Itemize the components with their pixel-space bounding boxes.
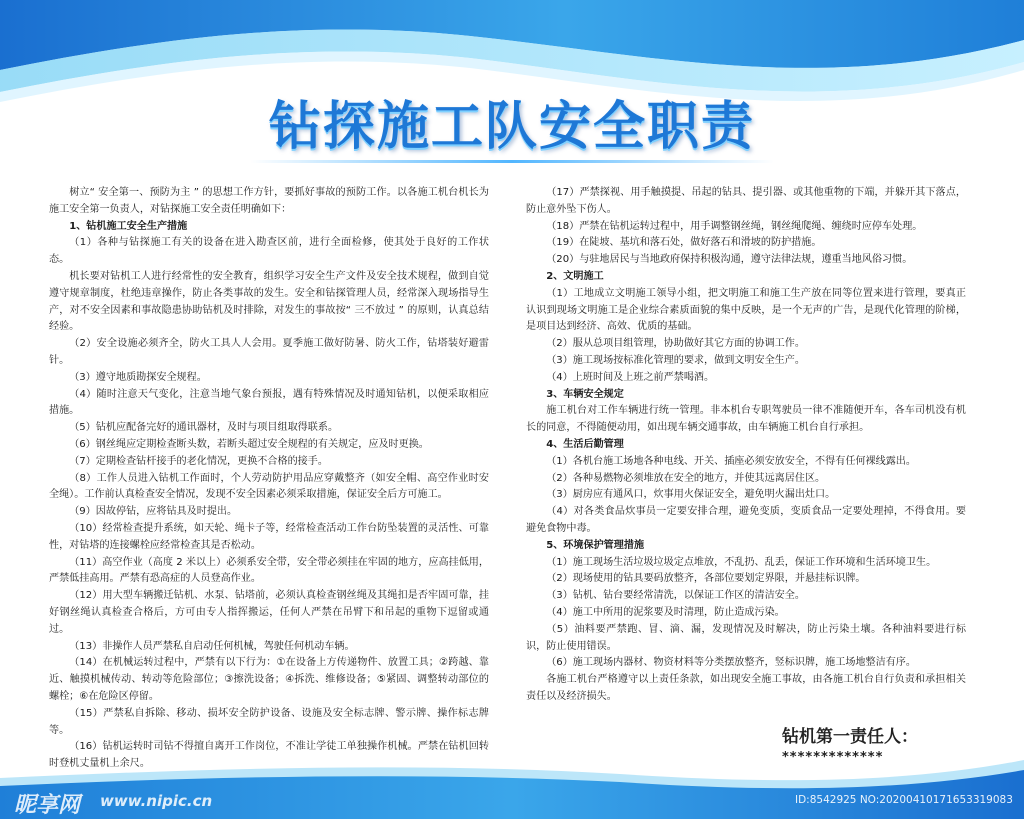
paragraph: （15）严禁私自拆除、移动、损坏安全防护设备、设施及安全标志牌、警示牌、操作标志牌等。 bbox=[49, 707, 489, 736]
paragraph: （16）钻机运转时司钻不得擅自离开工作岗位，不准让学徒工单独操作机械。严禁在钻机回转时登机丈量机上余尺。 bbox=[49, 741, 489, 770]
paragraph: （9）因故停钻，应将钻具及时提出。 bbox=[69, 506, 238, 518]
paragraph: （4）上班时间及上班之前严禁喝酒。 bbox=[546, 371, 715, 383]
signature-stars: ************* bbox=[782, 750, 884, 765]
bottom-wave-decoration bbox=[0, 760, 1024, 819]
paragraph: （4）随时注意天气变化，注意当地气象台预报，遇有特殊情况及时通知钻机，以便采取相应措施。 bbox=[49, 388, 489, 417]
paragraph: （1）施工现场生活垃圾垃圾定点堆放，不乱扔、乱丢，保证工作环境和生活环境卫生。 bbox=[546, 556, 937, 568]
paragraph: 各施工机台严格遵守以上责任条款，如出现安全施工事故，由各施工机台自行负责和承担相关责任以及经济损失。 bbox=[526, 674, 966, 702]
paragraph: （11）高空作业（高度 2 米以上）必须系安全带，安全带必须挂在牢固的地方，应高挂低用，严禁低挂高用。严禁有恐高症的人员登高作业。 bbox=[49, 556, 489, 585]
paragraph: 机长要对钻机工人进行经常性的安全教育，组织学习安全生产文件及安全技术规程，做到自觉遵守规章制度，杜绝违章操作，防止各类事故的发生。安全和钻探管理人员，经常深入现场指导生产，对不安全因素和事故隐患协助钻机及时排除，对发生的事故按“ 三不放过 ” 的原则，认真总结经验。 bbox=[49, 270, 489, 333]
paragraph: （12）用大型车辆搬迁钻机、水泵、钻塔前，必须认真检查钢丝绳及其绳扣是否牢固可靠，挂好钢丝绳认真检查合格后，方可由专人指挥搬运，任何人严禁在吊臂下和吊起的重物下逗留或通过。 bbox=[49, 590, 489, 635]
page-title: 钻探施工队安全职责 bbox=[268, 97, 755, 157]
paragraph: 树立“ 安全第一、预防为主 ” 的思想工作方针，要抓好事故的预防工作。以各施工机台机长为施工安全第一负责人，对钻探施工安全责任明确如下： bbox=[49, 187, 489, 215]
section-heading: 2、文明施工 bbox=[546, 270, 604, 282]
right-column bbox=[526, 185, 966, 706]
paragraph: （1）各种与钻探施工有关的设备在进入勘查区前，进行全面检修，使其处于良好的工作状态。 bbox=[49, 237, 489, 266]
paragraph: （18）严禁在钻机运转过程中，用手调整钢丝绳，钢丝绳爬绳、缠绕时应停车处理。 bbox=[546, 220, 923, 232]
paragraph: （3）遵守地质勘探安全规程。 bbox=[69, 371, 207, 383]
paragraph: （6）施工现场内器材、物资材料等分类摆放整齐，竖标识牌，施工场地整洁有序。 bbox=[546, 657, 916, 669]
section-heading: 3、车辆安全规定 bbox=[546, 388, 624, 400]
section-heading: 1、钻机施工安全生产措施 bbox=[69, 220, 188, 232]
signature-label: 钻机第一责任人： bbox=[782, 727, 918, 747]
watermark-url: www.nipic.cn bbox=[100, 792, 213, 810]
paragraph: （19）在陡坡、基坑和落石处，做好落石和滑坡的防护措施。 bbox=[546, 237, 822, 249]
paragraph: （7）定期检查钻杆接手的老化情况，更换不合格的接手。 bbox=[69, 455, 328, 467]
watermark-id: ID:8542925 NO:20200410171653319083 bbox=[795, 794, 1013, 806]
paragraph: （2）各种易燃物必须堆放在安全的地方，并使其远离居住区。 bbox=[546, 472, 826, 484]
paragraph: （1）工地成立文明施工领导小组，把文明施工和施工生产放在同等位置来进行管理，要真正认识到现场文明施工是企业综合素质面貌的集中反映，是一个无声的广告，是现代化管理的阶梯，是项目达到经济、高效、优质的基础。 bbox=[526, 287, 966, 333]
paragraph: （17）严禁探视、用手触摸提、吊起的钻具、提引器、或其他重物的下端，并躲开其下落点，防止意外坠下伤人。 bbox=[526, 187, 966, 215]
paragraph: （3）施工现场按标准化管理的要求，做到文明安全生产。 bbox=[546, 354, 805, 366]
paragraph: （6）钢丝绳应定期检查断头数，若断头超过安全规程的有关规定，应及时更换。 bbox=[69, 438, 429, 450]
paragraph: （2）安全设施必须齐全，防火工具人人会用。夏季施工做好防暑、防火工作，钻塔装好避雷针。 bbox=[49, 338, 489, 366]
paragraph: （3）钻机、钻台要经常清洗，以保证工作区的清洁安全。 bbox=[546, 590, 805, 602]
paragraph: （5）钻机应配备完好的通讯器材，及时与项目组取得联系。 bbox=[69, 422, 339, 434]
paragraph: （2）服从总项目组管理，协助做好其它方面的协调工作。 bbox=[546, 338, 805, 350]
paragraph: （10）经常检查提升系统，如天轮、绳卡子等，经常检查活动工作台防坠装置的灵活性、可靠性，对钻塔的连接螺栓应经常检查其是否松动。 bbox=[49, 522, 489, 551]
paragraph: （1）各机台施工场地各种电线、开关、插座必须安放安全，不得有任何裸线露出。 bbox=[546, 455, 916, 467]
paragraph: 施工机台对工作车辆进行统一管理。非本机台专职驾驶员一律不准随便开车，各车司机没有机长的同意，不得随便动用，如出现车辆交通事故，由车辆施工机台自行承担。 bbox=[526, 405, 966, 434]
paragraph: （4）对各类食品炊事员一定要安排合理，避免变质，变质食品一定要处理掉，不得食用。要避免食物中毒。 bbox=[526, 506, 966, 534]
paragraph: （3）厨房应有通风口，炊事用火保证安全，避免明火漏出灶口。 bbox=[546, 489, 836, 501]
paragraph: （5）油料要严禁跑、冒、滴、漏，发现情况及时解决，防止污染土壤。各种油料要进行标识，防止使用错误。 bbox=[526, 623, 966, 652]
section-heading: 5、环境保护管理措施 bbox=[546, 539, 645, 551]
paragraph: （2）现场使用的钻具要码放整齐，各部位要划定界限，并悬挂标识牌。 bbox=[546, 573, 866, 585]
left-column bbox=[49, 185, 489, 773]
title-underline bbox=[250, 160, 774, 163]
paragraph: （13）非操作人员严禁私自启动任何机械，驾驶任何机动车辆。 bbox=[69, 640, 355, 652]
paragraph: （8）工作人员进入钻机工作面时，个人劳动防护用品应穿戴整齐（如安全帽、高空作业时安全绳）。工作前认真检查安全情况，发现不安全因素必须采取措施，保证安全后方可施工。 bbox=[49, 472, 489, 501]
paragraph: （14）在机械运转过程中，严禁有以下行为：①在设备上方传递物件、放置工具；②跨越、靠近、触摸机械传动、转动等危险部位；③擦洗设备；④拆洗、维修设备；⑤紧固、调整转动部位的螺栓；⑥在危险区停留。 bbox=[49, 657, 489, 702]
section-heading: 4、生活后勤管理 bbox=[546, 438, 624, 450]
watermark-logo: 昵享网 bbox=[14, 793, 81, 818]
paragraph: （4）施工中所用的泥浆要及时清理，防止造成污染。 bbox=[546, 606, 785, 618]
paragraph: （20）与驻地居民与当地政府保持积极沟通，遵守法律法规，遵重当地风俗习惯。 bbox=[546, 254, 913, 266]
